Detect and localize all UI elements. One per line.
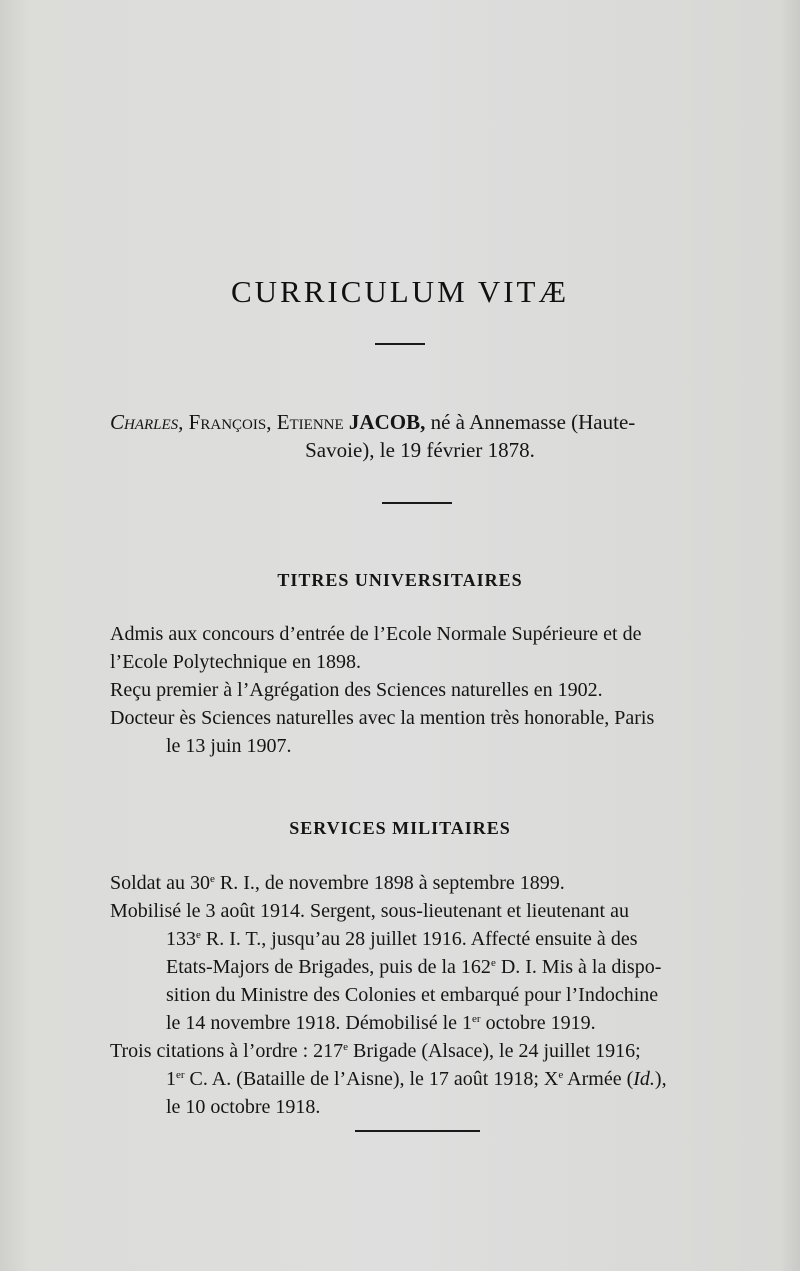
services-entry-citations: Trois citations à l’ordre : 217e Brigade (Alsace), le 24 juillet 1916; 1er C. A. (Bataille de l’Aisne), le 17 août 1918; Xe Armée (Id.), le 10 octobre 1918. <box>110 1040 667 1118</box>
titres-entry: Reçu premier à l’Agrégation des Sciences naturelles en 1902. <box>110 679 603 701</box>
title-divider <box>375 343 425 345</box>
identity-divider <box>382 502 452 504</box>
given-name: Charles, <box>110 410 184 434</box>
section-heading-titres: TITRES UNIVERSITAIRES <box>277 570 523 590</box>
titres-entry: Admis aux concours d’entrée de l’Ecole Normale Supérieure et de l’Ecole Polytechnique en 1898. <box>110 623 642 673</box>
services-entry-soldat: Soldat au 30e R. I., de novembre 1898 à septembre 1899. <box>110 872 565 894</box>
middle-names: François, Etienne <box>188 410 344 434</box>
surname: JACOB, <box>348 410 426 434</box>
services-entry-mobilise: Mobilisé le 3 août 1914. Sergent, sous-lieutenant et lieutenant au 133e R. I. T., jusqu’au 28 juillet 1916. Affecté ensuite à des Etats-Majors de Brigades, puis de la 162e D. I. Mis à la dispo- sition du Ministre des Colonies et embarqué pour l’Indochine le 14 novembre 1918. Démobilisé le 1er octobre 1919. <box>110 900 662 1034</box>
titres-entry: Docteur ès Sciences naturelles avec la mention très honorable, Paris le 13 juin 1907. <box>110 707 655 757</box>
birth-place: né à Annemasse (Haute- <box>430 410 636 434</box>
end-divider <box>355 1130 480 1132</box>
birth-date: Savoie), le 19 février 1878. <box>305 438 535 462</box>
page-title: CURRICULUM VITÆ <box>230 274 570 309</box>
identity-paragraph <box>110 408 710 464</box>
section-heading-services: SERVICES MILITAIRES <box>289 818 511 838</box>
